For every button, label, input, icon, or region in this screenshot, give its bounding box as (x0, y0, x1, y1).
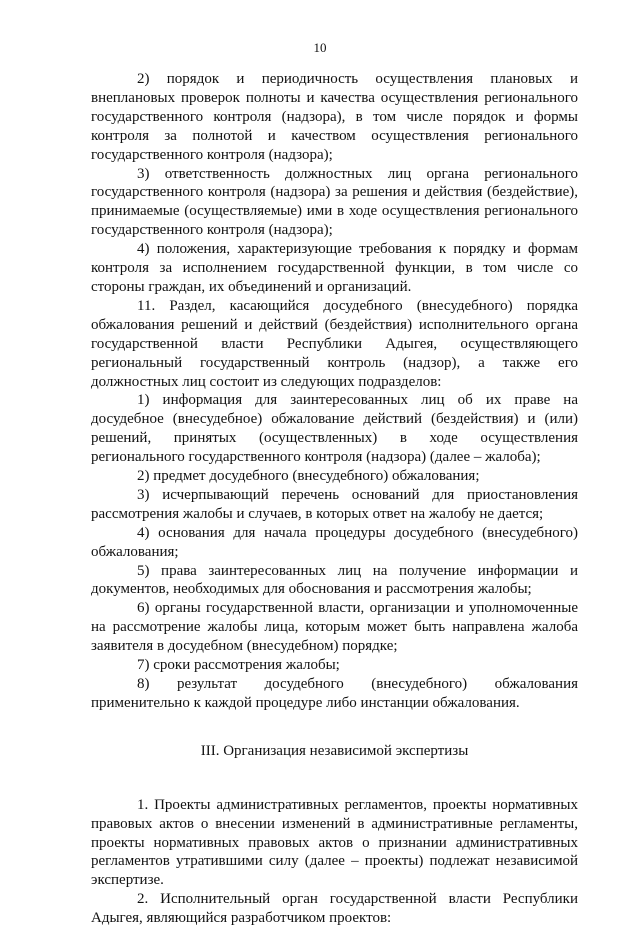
page-number: 10 (313, 40, 327, 55)
paragraph-clause-11: 11. Раздел, касающийся досудебного (внесудебного) порядка обжалования решений и действий (бездействия) исполнительного органа государственной власти Республики Адыгея, осуществляющего региональный государственный контроль (надзор), а также его должностных лиц состоит из следующих подразделов: (91, 297, 578, 390)
paragraph-item-3-responsibility: 3) ответственность должностных лиц органа регионального государственного контроля (надзора) за решения и действия (бездействие), принимаемые (осуществляемые) ими в ходе осуществления регионального государственного контроля (надзора); (91, 165, 578, 239)
document-body (91, 70, 578, 928)
paragraph-subsection-4-grounds-start: 4) основания для начала процедуры досудебного (внесудебного) обжалования; (91, 524, 578, 560)
paragraph-subsection-1-information: 1) информация для заинтересованных лиц об их праве на досудебное (внесудебное) обжалование действий (бездействия) и (или) решений, принятых (осуществленных) в ходе осуществления регионального государственного контроля (надзора) (далее – жалоба); (91, 392, 578, 466)
paragraph-subsection-5-rights: 5) права заинтересованных лиц на получение информации и документов, необходимых для обоснования и рассмотрения жалобы; (91, 562, 578, 598)
section-heading: III. Организация независимой экспертизы (200, 742, 469, 759)
paragraph-item-2-control-order: 2) порядок и периодичность осуществления плановых и внеплановых проверок полноты и качества осуществления регионального государственного контроля (надзора), в том числе порядок и формы контроля за полнотой и качеством осуществления регионального государственного контроля (надзора); (91, 71, 578, 163)
paragraph-subsection-2-subject: 2) предмет досудебного (внесудебного) обжалования; (137, 468, 480, 485)
paragraph-subsection-7-terms: 7) сроки рассмотрения жалобы; (137, 657, 340, 674)
paragraph-expertise-2: 2. Исполнительный орган государственной власти Республики Адыгея, являющийся разработчиком проектов: (91, 891, 578, 927)
paragraph-subsection-3-grounds-suspension: 3) исчерпывающий перечень оснований для приостановления рассмотрения жалобы и случаев, в которых ответ на жалобу не дается; (91, 486, 578, 522)
paragraph-subsection-8-result: 8) результат досудебного (внесудебного) обжалования применительно к каждой процедуре либо инстанции обжалования. (91, 676, 578, 711)
paragraph-subsection-6-authorities: 6) органы государственной власти, организации и уполномоченные на рассмотрение жалобы лица, которым может быть направлена жалоба заявителя в досудебном (внесудебном) порядке; (91, 600, 578, 655)
paragraph-expertise-1: 1. Проекты административных регламентов, проекты нормативных правовых актов о внесении изменений в административные регламенты, проекты нормативных правовых актов о признании административных регламентов утратившими силу (далее – проекты) подлежат независимой экспертизе. (91, 796, 578, 889)
paragraph-item-4-requirements: 4) положения, характеризующие требования к порядку и формам контроля за исполнением государственной функции, в том числе со стороны граждан, их объединений и организаций. (91, 241, 578, 295)
